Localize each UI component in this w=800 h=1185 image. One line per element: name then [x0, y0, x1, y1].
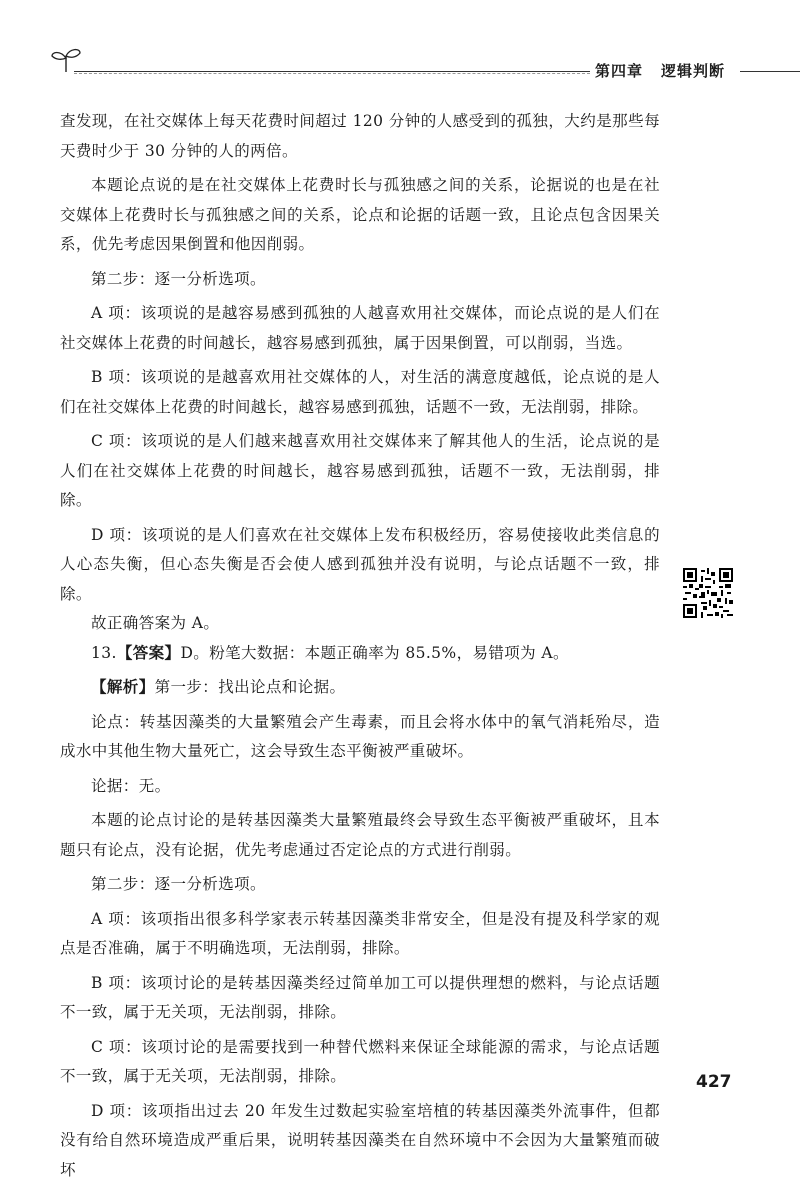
analysis-tag: 【解析】 — [91, 678, 155, 696]
chapter-title — [595, 60, 725, 81]
paragraph: 第二步：逐一分析选项。 — [60, 265, 660, 295]
header-rule-tail — [740, 71, 800, 72]
paragraph: 故正确答案为 A。 — [60, 609, 660, 639]
paragraph: 第二步：逐一分析选项。 — [60, 870, 660, 900]
page-number: 427 — [696, 1072, 732, 1092]
paragraph: 本题论点说的是在社交媒体上花费时长与孤独感之间的关系，论据说的也是在社交媒体上花费时长与孤独感之间的关系，论点和论据的话题一致，且论点包含因果关系，优先考虑因果倒置和他因削弱。 — [60, 171, 660, 260]
qr-code-icon[interactable] — [683, 568, 733, 618]
analysis-line — [60, 673, 660, 703]
chapter-section: 逻辑判断 — [661, 62, 725, 80]
paragraph: C 项：该项说的是人们越来越喜欢用社交媒体来了解其他人的生活，论点说的是人们在社交媒体上花费的时间越长，越容易感到孤独，话题不一致，无法削弱，排除。 — [60, 427, 660, 516]
header-rule-dotted — [74, 73, 590, 74]
paragraph: A 项：该项指出很多科学家表示转基因藻类非常安全，但是没有提及科学家的观点是否准确，属于不明确选项，无法削弱，排除。 — [60, 905, 660, 964]
paragraph: 本题的论点讨论的是转基因藻类大量繁殖最终会导致生态平衡被严重破坏，且本题只有论点，没有论据，优先考虑通过否定论点的方式进行削弱。 — [60, 806, 660, 865]
header-rule — [74, 71, 590, 72]
analysis-text: 第一步：找出论点和论据。 — [155, 678, 346, 696]
paragraph: 查发现，在社交媒体上每天花费时间超过 120 分钟的人感受到的孤独，大约是那些每天费时少于 30 分钟的人的两倍。 — [60, 107, 660, 166]
paragraph: A 项：该项说的是越容易感到孤独的人越喜欢用社交媒体，而论点说的是人们在社交媒体上花费的时间越长，越容易感到孤独，属于因果倒置，可以削弱，当选。 — [60, 299, 660, 358]
page-header — [40, 40, 800, 85]
paragraph: B 项：该项讨论的是转基因藻类经过简单加工可以提供理想的燃料，与论点话题不一致，属于无关项，无法削弱，排除。 — [60, 969, 660, 1028]
paragraph: B 项：该项说的是越喜欢用社交媒体的人，对生活的满意度越低，论点说的是人们在社交媒体上花费的时间越长，越容易感到孤独，话题不一致，无法削弱，排除。 — [60, 363, 660, 422]
chapter-number: 第四章 — [595, 62, 643, 80]
paragraph: 论据：无。 — [60, 772, 660, 802]
paragraph: 论点：转基因藻类的大量繁殖会产生毒素，而且会将水体中的氧气消耗殆尽，造成水中其他生物大量死亡，这会导致生态平衡被严重破坏。 — [60, 708, 660, 767]
question-answer-line — [60, 639, 660, 669]
paragraph: D 项：该项指出过去 20 年发生过数起实验室培植的转基因藻类外流事件，但都没有给自然环境造成严重后果，说明转基因藻类在自然环境中不会因为大量繁殖而破坏 — [60, 1097, 660, 1185]
page-body — [60, 107, 660, 1185]
paragraph: C 项：该项讨论的是需要找到一种替代燃料来保证全球能源的需求，与论点话题不一致，属于无关项，无法削弱，排除。 — [60, 1033, 660, 1092]
paragraph: D 项：该项说的是人们喜欢在社交媒体上发布积极经历，容易使接收此类信息的人心态失衡，但心态失衡是否会使人感到孤独并没有说明，与论点话题不一致，排除。 — [60, 521, 660, 610]
answer-text: D。粉笔大数据：本题正确率为 85.5%，易错项为 A。 — [180, 644, 568, 662]
answer-tag: 【答案】 — [117, 644, 181, 662]
question-number: 13. — [91, 644, 117, 662]
